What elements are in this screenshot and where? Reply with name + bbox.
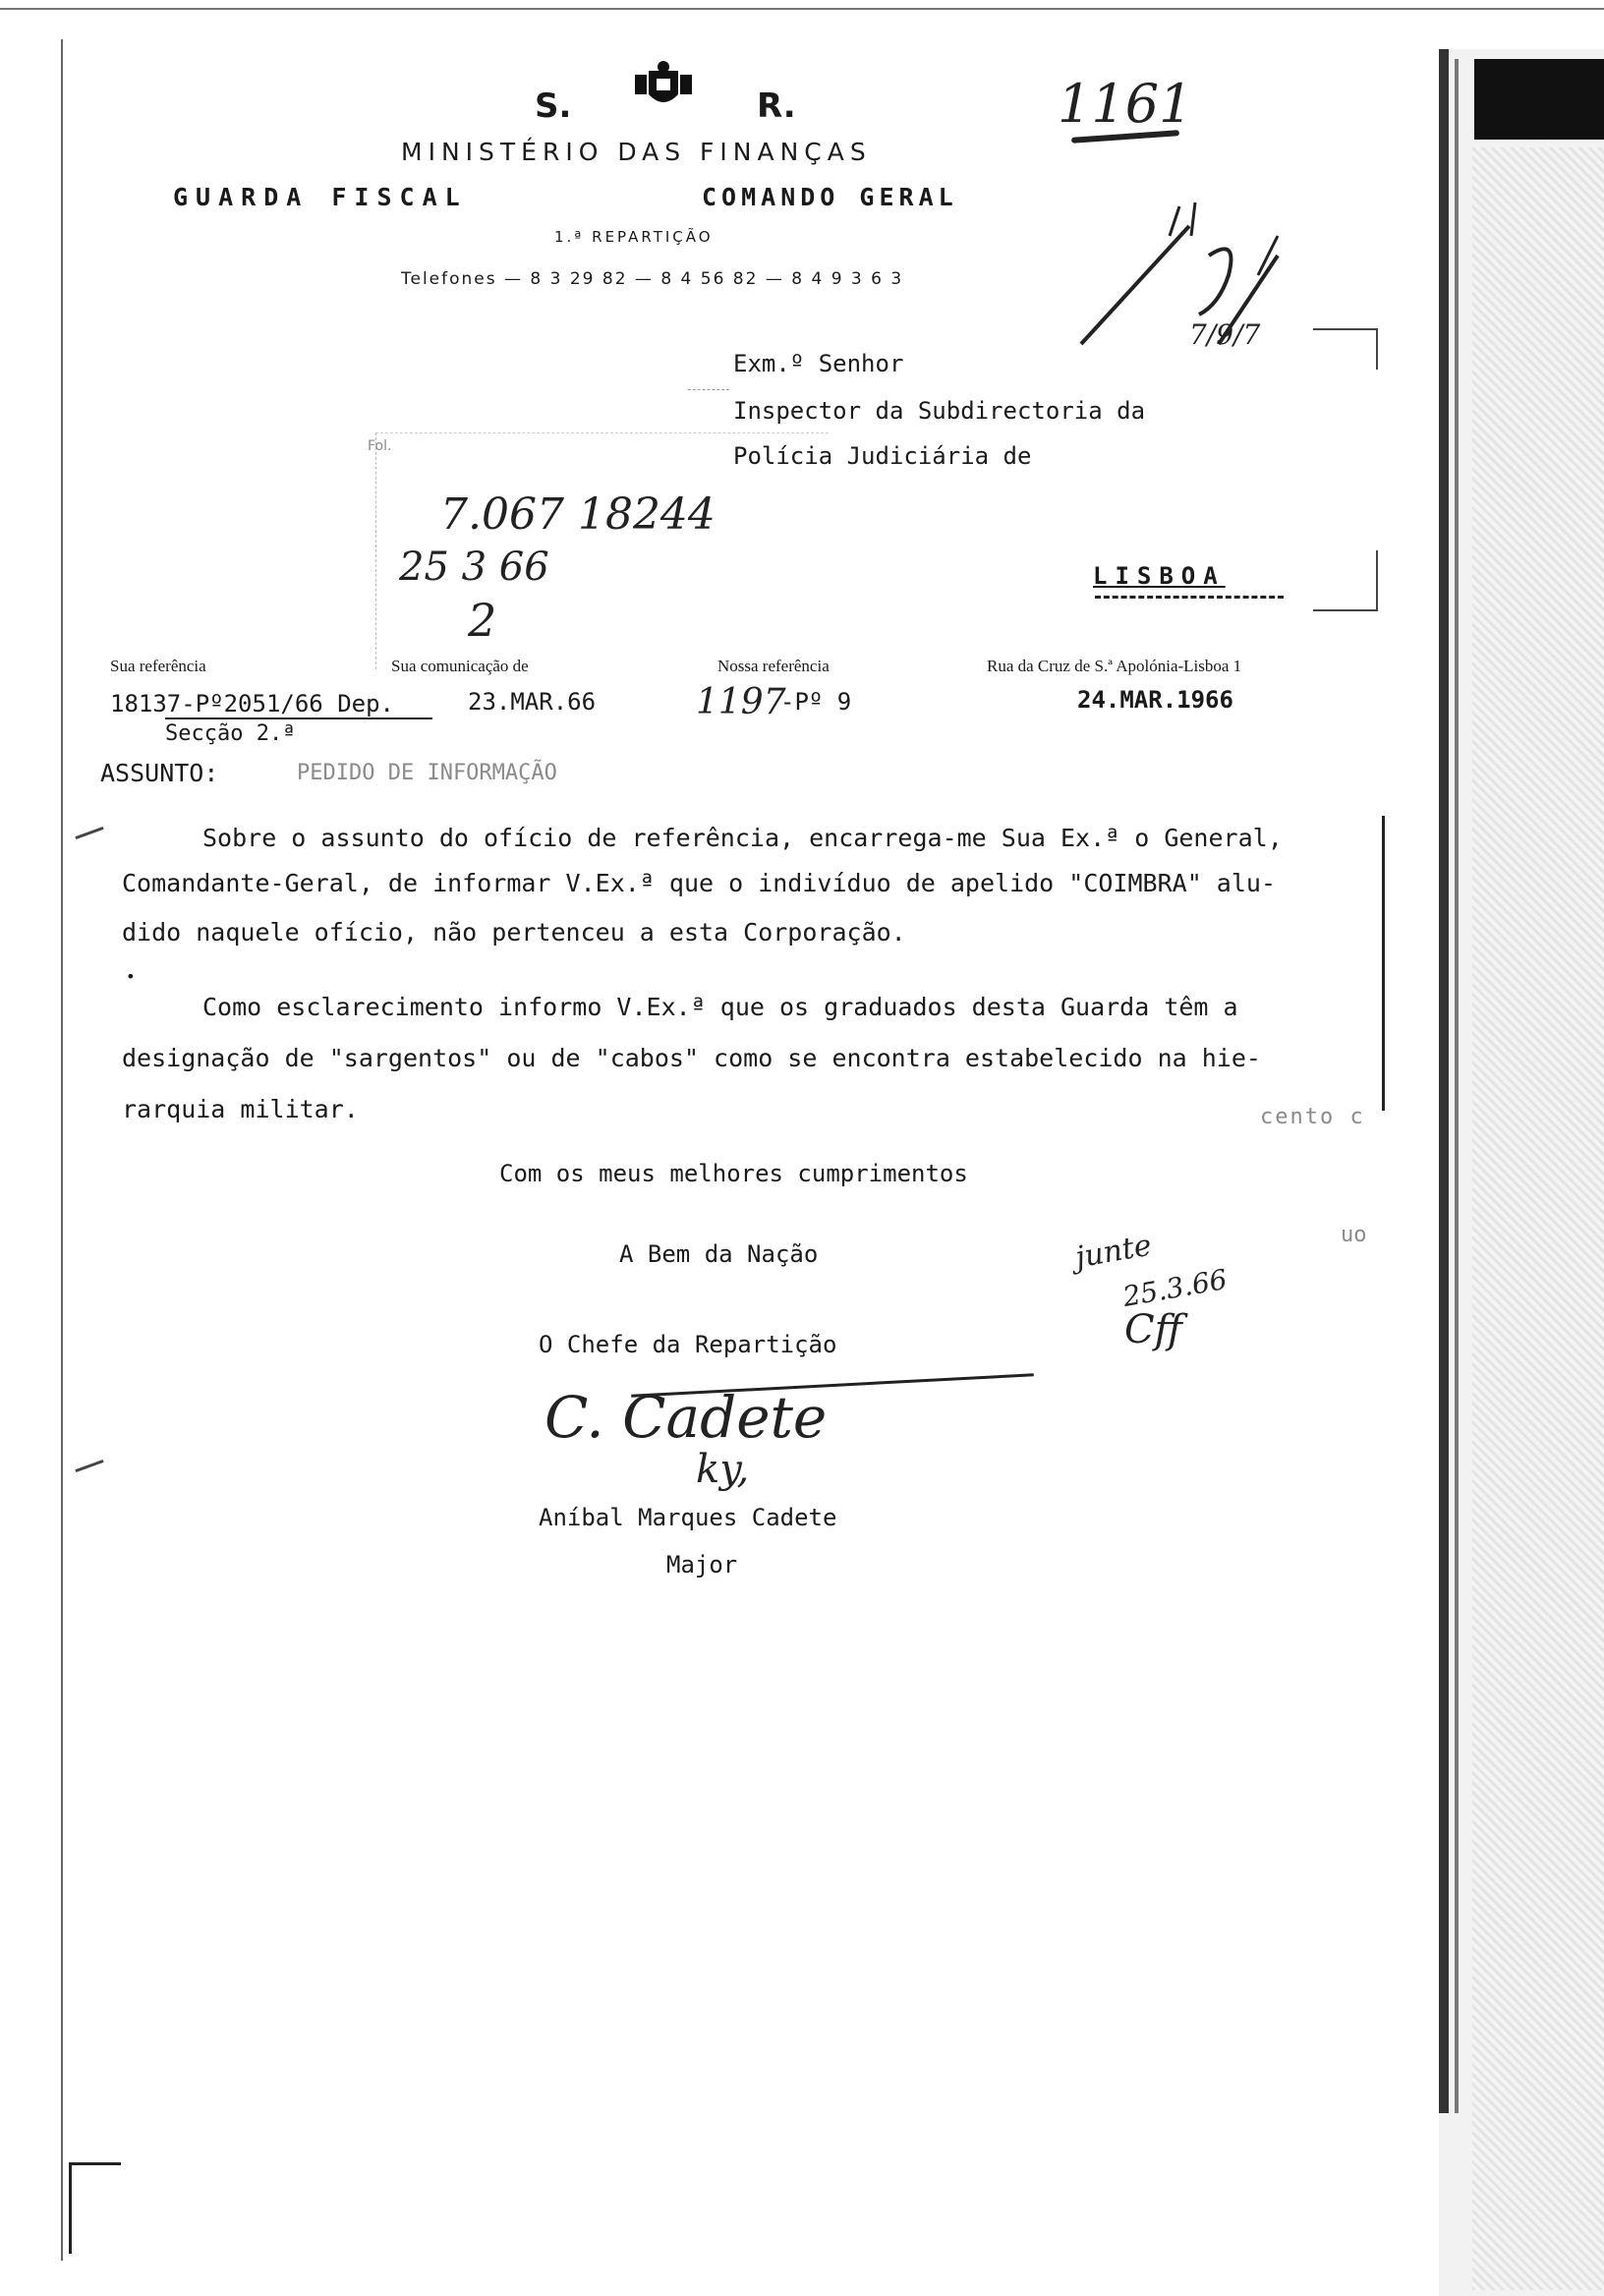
recipient-line-3: Polícia Judiciária de: [733, 442, 1032, 470]
your-reference-value: 18137-Pº2051/66 Dep.: [110, 690, 394, 718]
closing-motto: A Bem da Nação: [619, 1240, 819, 1268]
registry-stamp-label: Fol.: [368, 438, 392, 454]
stamp-handwriting-line-1: 7.067 18244: [440, 489, 716, 540]
body-paragraph-1-line-3: dido naquele ofício, não pertenceu a esta Corporação.: [122, 918, 906, 947]
body-paragraph-2-line-2: designação de "sargentos" ou de "cabos" como se encontra estabelecido na hie-: [122, 1044, 1261, 1072]
margin-note-initials: Cff: [1124, 1307, 1182, 1352]
scan-binding-line-2: [1455, 59, 1459, 2113]
subject-label: ASSUNTO:: [100, 759, 219, 787]
signature-mark: ky,: [696, 1447, 750, 1492]
page-top-edge: [0, 8, 1604, 10]
body-paragraph-2-line-3: rarquia militar.: [122, 1095, 359, 1123]
body-paragraph-1-line-1: Sobre o assunto do ofício de referência, encarrega-me Sua Ex.ª o General,: [202, 824, 1283, 852]
your-reference-underline: [165, 718, 432, 719]
punch-hole-mark-top: [75, 827, 103, 839]
handwritten-date-text: 7/9/7: [1189, 318, 1261, 351]
page-corner-mark: [69, 2162, 121, 2254]
coat-of-arms-icon: [629, 57, 698, 116]
letterhead-s: S.: [535, 86, 572, 126]
your-communication-date: 23.MAR.66: [468, 688, 597, 716]
margin-note-junte: junte: [1072, 1228, 1155, 1276]
closing-regards: Com os meus melhores cumprimentos: [499, 1160, 968, 1187]
page-left-margin-line: [61, 39, 63, 2261]
your-communication-label: Sua comunicação de: [391, 657, 529, 675]
signatory-rank: Major: [666, 1551, 738, 1578]
handwritten-file-number: 1161: [1058, 73, 1193, 135]
bleed-through-text-1: cento c: [1260, 1105, 1365, 1129]
your-reference-label: Sua referência: [110, 657, 206, 675]
ministry-name: MINISTÉRIO DAS FINANÇAS: [401, 138, 872, 166]
department-label: 1.ª REPARTIÇÃO: [554, 228, 714, 246]
our-reference-number: 1197: [696, 682, 786, 722]
window-bracket-top: [1313, 328, 1378, 370]
our-reference-label: Nossa referência: [717, 657, 830, 675]
letterhead-r: R.: [757, 86, 796, 126]
letter-date: 24.MAR.1966: [1077, 686, 1233, 714]
signatory-name: Aníbal Marques Cadete: [539, 1504, 837, 1531]
recipient-city: LISBOA: [1093, 562, 1226, 590]
body-paragraph-1-line-2: Comandante-Geral, de informar V.Ex.ª que o indivíduo de apelido "COIMBRA" alu-: [122, 869, 1276, 897]
body-paragraph-2-line-1: Como esclarecimento informo V.Ex.ª que os graduados desta Guarda têm a: [202, 993, 1238, 1021]
bleed-through-text-2: uo: [1341, 1223, 1367, 1247]
punch-hole-mark-bottom: [75, 1460, 103, 1472]
margin-note-date: 25.3.66: [1119, 1262, 1230, 1314]
scan-dark-block: [1474, 59, 1604, 140]
handwritten-date-mark: [1071, 197, 1297, 354]
city-double-underline: [1095, 596, 1284, 604]
margin-dot: •: [126, 967, 136, 986]
your-reference-section: Secção 2.ª: [165, 721, 296, 746]
window-bracket-bottom: [1313, 550, 1378, 611]
recipient-line-2: Inspector da Subdirectoria da: [733, 397, 1146, 425]
telephone-numbers: Telefones — 8 3 29 82 — 8 4 56 82 — 8 4 9 3 6 3: [401, 269, 904, 289]
stamp-handwriting-line-2: 25 3 66: [399, 545, 549, 590]
scan-noise-texture: [1472, 147, 1604, 2290]
stamp-handwriting-line-3: 2: [468, 594, 497, 647]
body-right-margin-bar: [1382, 816, 1385, 1111]
sender-address: Rua da Cruz de S.ª Apolónia-Lisboa 1: [987, 657, 1242, 675]
recipient-dotted-line: [688, 389, 729, 390]
unit-guarda-fiscal: GUARDA FISCAL: [173, 183, 468, 211]
signatory-role: O Chefe da Repartição: [539, 1331, 837, 1358]
handwritten-signature: C. Cadete: [544, 1384, 828, 1451]
subject-value: PEDIDO DE INFORMAÇÃO: [297, 761, 557, 785]
scan-binding-line: [1439, 49, 1449, 2113]
recipient-salutation: Exm.º Senhor: [733, 350, 904, 377]
our-reference-suffix: -Pº 9: [780, 688, 852, 716]
unit-comando-geral: COMANDO GERAL: [702, 183, 958, 211]
